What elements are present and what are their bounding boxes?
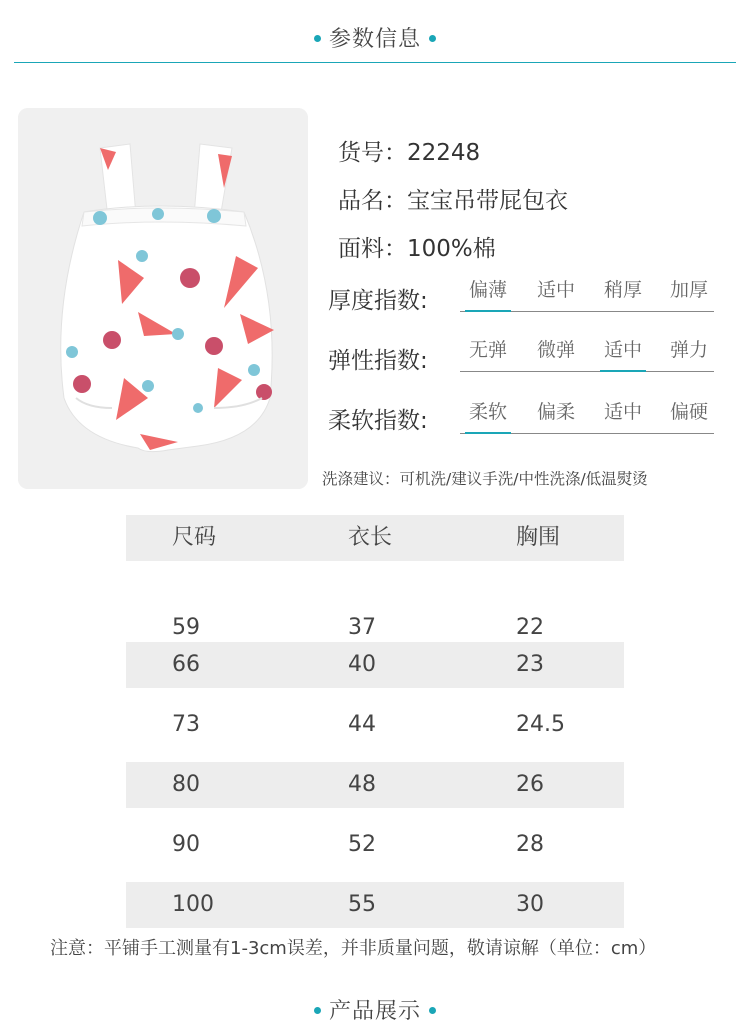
softness-scale bbox=[460, 398, 714, 434]
cell-size: 90 bbox=[172, 832, 200, 857]
params-title: 参数信息 bbox=[328, 27, 421, 52]
cell-size: 73 bbox=[172, 712, 200, 737]
cell-length: 40 bbox=[348, 652, 376, 677]
product-photo bbox=[18, 108, 308, 489]
cell-chest: 23 bbox=[516, 652, 544, 677]
cell-chest: 26 bbox=[516, 772, 544, 797]
softness-label: 柔软指数: bbox=[328, 408, 428, 434]
cell-length: 37 bbox=[348, 615, 376, 640]
bullet-dot-icon bbox=[314, 1007, 321, 1014]
section-title-showcase bbox=[0, 994, 750, 1025]
table-row bbox=[126, 688, 624, 762]
cell-chest: 22 bbox=[516, 615, 544, 640]
table-row bbox=[126, 561, 624, 640]
wash-advice: 洗涤建议：可机洗/建议手洗/中性洗涤/低温熨烫 bbox=[322, 470, 648, 488]
table-row bbox=[126, 642, 624, 688]
item-number: 货号：22248 bbox=[338, 140, 481, 166]
softness-option: 偏柔 bbox=[536, 401, 575, 423]
table-row bbox=[126, 762, 624, 808]
header-length: 衣长 bbox=[348, 525, 393, 550]
table-row bbox=[126, 882, 624, 928]
bullet-dot-icon bbox=[429, 35, 436, 42]
cell-chest: 28 bbox=[516, 832, 544, 857]
softness-option: 适中 bbox=[603, 401, 642, 423]
product-name: 品名：宝宝吊带屁包衣 bbox=[338, 188, 568, 214]
measurement-note: 注意：平铺手工测量有1-3cm误差，并非质量问题，敬请谅解（单位：cm） bbox=[50, 938, 657, 959]
elasticity-scale bbox=[460, 336, 714, 372]
cell-chest: 30 bbox=[516, 892, 544, 917]
cell-length: 48 bbox=[348, 772, 376, 797]
thickness-option: 稍厚 bbox=[603, 279, 642, 301]
cell-size: 66 bbox=[172, 652, 200, 677]
cell-length: 52 bbox=[348, 832, 376, 857]
elasticity-label: 弹性指数: bbox=[328, 348, 428, 374]
softness-option: 柔软 bbox=[463, 398, 513, 426]
elasticity-option: 适中 bbox=[598, 336, 648, 364]
header-chest: 胸围 bbox=[516, 525, 561, 550]
elasticity-option: 无弹 bbox=[468, 339, 507, 361]
cell-length: 55 bbox=[348, 892, 376, 917]
thickness-scale bbox=[460, 276, 714, 312]
fabric: 面料：100%棉 bbox=[338, 236, 496, 262]
softness-option: 偏硬 bbox=[669, 401, 708, 423]
cell-size: 80 bbox=[172, 772, 200, 797]
romper-illustration bbox=[18, 108, 308, 489]
cell-size: 100 bbox=[172, 892, 214, 917]
table-row bbox=[126, 808, 624, 882]
size-table bbox=[126, 515, 624, 928]
thickness-option: 加厚 bbox=[669, 279, 708, 301]
table-header-row bbox=[126, 515, 624, 561]
elasticity-option: 微弹 bbox=[536, 339, 575, 361]
elasticity-option: 弹力 bbox=[669, 339, 708, 361]
thickness-option: 适中 bbox=[536, 279, 575, 301]
cell-length: 44 bbox=[348, 712, 376, 737]
header-size: 尺码 bbox=[172, 525, 217, 550]
bullet-dot-icon bbox=[429, 1007, 436, 1014]
section-title-params bbox=[0, 22, 750, 53]
divider bbox=[14, 62, 736, 63]
cell-chest: 24.5 bbox=[516, 712, 565, 737]
thickness-label: 厚度指数: bbox=[328, 288, 428, 314]
cell-size: 59 bbox=[172, 615, 200, 640]
showcase-title: 产品展示 bbox=[328, 999, 421, 1024]
thickness-option: 偏薄 bbox=[463, 276, 513, 304]
bullet-dot-icon bbox=[314, 35, 321, 42]
